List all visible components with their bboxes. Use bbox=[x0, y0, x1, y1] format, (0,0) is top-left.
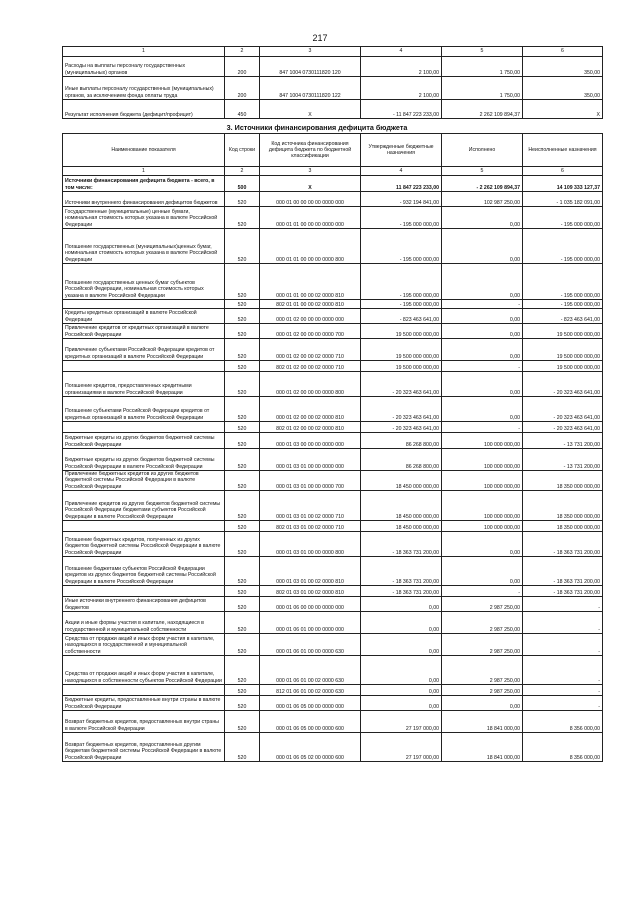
row-code-cell: 520 bbox=[225, 633, 260, 655]
row-code-cell: 520 bbox=[225, 207, 260, 229]
indicator-name-cell: Бюджетные кредиты из других бюджетов бюджетной системы Российской Федерации bbox=[63, 433, 225, 449]
indicator-name-cell bbox=[63, 684, 225, 695]
executed-amount-cell: 100 000 000,00 bbox=[442, 433, 523, 449]
executed-amount-cell: 2 987 250,00 bbox=[442, 684, 523, 695]
executed-amount-cell: 0,00 bbox=[442, 207, 523, 229]
classification-code-cell: 000 01 02 00 00 02 0000 810 bbox=[260, 397, 361, 422]
row-code-cell: 2 bbox=[225, 47, 260, 57]
executed-amount-cell: 1 750,00 bbox=[442, 77, 523, 100]
approved-amount-cell: 27 197 000,00 bbox=[361, 710, 442, 732]
page-number: 217 bbox=[312, 33, 328, 43]
approved-amount-cell: 27 197 000,00 bbox=[361, 732, 442, 761]
table-row bbox=[63, 695, 603, 710]
classification-code-cell: 000 01 06 01 00 00 0000 630 bbox=[260, 633, 361, 655]
executed-amount-cell: 0,00 bbox=[442, 229, 523, 264]
executed-amount-cell: 0,00 bbox=[442, 372, 523, 397]
executed-amount-cell: 0,00 bbox=[442, 695, 523, 710]
row-code-cell: 520 bbox=[225, 531, 260, 556]
indicator-name-cell: Привлечение кредитов от кредитных организаций в валюте Российской Федерации bbox=[63, 324, 225, 339]
approved-amount-cell: - 195 000 000,00 bbox=[361, 229, 442, 264]
unexecuted-amount-cell: - bbox=[523, 695, 603, 710]
executed-amount-cell: 100 000 000,00 bbox=[442, 520, 523, 531]
classification-code-cell: 000 01 00 00 00 00 0000 000 bbox=[260, 192, 361, 207]
indicator-name-cell: Источники внутреннего финансирования дефицитов бюджетов bbox=[63, 192, 225, 207]
row-code-cell: 520 bbox=[225, 596, 260, 611]
unexecuted-amount-cell: - 195 000 000,00 bbox=[523, 229, 603, 264]
unexecuted-amount-cell: - bbox=[523, 655, 603, 684]
indicator-name-cell: Возврат бюджетных кредитов, предоставленных внутри страны в валюте Российской Федерации bbox=[63, 710, 225, 732]
classification-code-cell: 000 01 01 00 00 00 0000 800 bbox=[260, 229, 361, 264]
row-code-cell: 450 bbox=[225, 100, 260, 119]
indicator-name-cell: Государственные (муниципальные) ценные бумаги, номинальная стоимость которых указана в валюте Российской Федерации bbox=[63, 207, 225, 229]
unexecuted-amount-cell: - bbox=[523, 596, 603, 611]
classification-code-cell: 000 01 01 00 00 02 0000 810 bbox=[260, 264, 361, 300]
unexecuted-amount-cell: - bbox=[523, 633, 603, 655]
column-number-row bbox=[63, 167, 603, 176]
table-row bbox=[63, 176, 603, 192]
indicator-name-cell: 1 bbox=[63, 47, 225, 57]
classification-code-cell: 802 01 02 00 00 02 0000 810 bbox=[260, 422, 361, 433]
unexecuted-amount-cell: - bbox=[523, 611, 603, 633]
table-row bbox=[63, 339, 603, 361]
classification-code-cell: 000 01 02 00 00 00 0000 800 bbox=[260, 372, 361, 397]
classification-code-cell: 847 1004 0730111820 120 bbox=[260, 57, 361, 77]
classification-code-cell: 000 01 06 01 00 00 0000 000 bbox=[260, 611, 361, 633]
row-code-cell: 200 bbox=[225, 57, 260, 77]
indicator-name-cell: Привлечение бюджетных кредитов из других бюджетов бюджетной системы Российской Федерации в валюте Российской Федерации bbox=[63, 471, 225, 491]
executed-amount-cell: Исполнено bbox=[442, 134, 523, 167]
indicator-name-cell: Иные источники внутреннего финансирования дефицитов бюджетов bbox=[63, 596, 225, 611]
classification-code-cell: Х bbox=[260, 176, 361, 192]
row-code-cell: 520 bbox=[225, 372, 260, 397]
classification-code-cell: 3 bbox=[260, 47, 361, 57]
indicator-name-cell bbox=[63, 300, 225, 309]
executed-amount-cell: 2 987 250,00 bbox=[442, 596, 523, 611]
classification-code-cell: 000 01 02 00 00 00 0000 000 bbox=[260, 309, 361, 324]
executed-amount-cell: - bbox=[442, 422, 523, 433]
financing-sources-table bbox=[62, 133, 603, 762]
indicator-name-cell bbox=[63, 520, 225, 531]
indicator-name-cell: Средства от продажи акций и иных форм участия в капитале, находящихся в государственной и муниципальной собственности bbox=[63, 633, 225, 655]
row-code-cell: 520 bbox=[225, 490, 260, 520]
executed-amount-cell: - bbox=[442, 361, 523, 372]
approved-amount-cell: 19 500 000 000,00 bbox=[361, 324, 442, 339]
executed-amount-cell: 2 262 109 894,37 bbox=[442, 100, 523, 119]
indicator-name-cell: Погашение государственных (муниципальных)ценных бумаг, номинальная стоимость которых указана в валюте Российской Федерации bbox=[63, 229, 225, 264]
unexecuted-amount-cell: - 1 035 182 091,00 bbox=[523, 192, 603, 207]
approved-amount-cell: 18 450 000 000,00 bbox=[361, 520, 442, 531]
table-row bbox=[63, 531, 603, 556]
unexecuted-amount-cell: - 823 463 641,00 bbox=[523, 309, 603, 324]
table-row bbox=[63, 100, 603, 119]
table-row bbox=[63, 397, 603, 422]
classification-code-cell: 000 01 03 01 00 02 0000 710 bbox=[260, 490, 361, 520]
approved-amount-cell: 2 100,00 bbox=[361, 57, 442, 77]
executed-amount-cell: - 2 262 109 894,37 bbox=[442, 176, 523, 192]
section-title: 3. Источники финансирования дефицита бюджета bbox=[226, 123, 408, 132]
indicator-name-cell: Погашение бюджетных кредитов, полученных из других бюджетов бюджетной системы Российской Федерации в валюте Российской Федерации bbox=[63, 531, 225, 556]
table-row bbox=[63, 655, 603, 684]
classification-code-cell: 802 01 01 00 00 02 0000 810 bbox=[260, 300, 361, 309]
unexecuted-amount-cell: - 20 323 463 641,00 bbox=[523, 422, 603, 433]
table-row bbox=[63, 207, 603, 229]
approved-amount-cell: - 20 323 463 641,00 bbox=[361, 397, 442, 422]
indicator-name-cell: Источники финансирования дефицита бюджета - всего, в том числе: bbox=[63, 176, 225, 192]
table-row bbox=[63, 471, 603, 491]
indicator-name-cell bbox=[63, 361, 225, 372]
indicator-name-cell: Бюджетные кредиты из других бюджетов бюджетной системы Российской Федерации в валюте Российской Федерации bbox=[63, 449, 225, 471]
table-row bbox=[63, 229, 603, 264]
approved-amount-cell: - 20 323 463 641,00 bbox=[361, 422, 442, 433]
table-row bbox=[63, 449, 603, 471]
row-code-cell: 520 bbox=[225, 361, 260, 372]
approved-amount-cell: 2 100,00 bbox=[361, 77, 442, 100]
row-code-cell: 520 bbox=[225, 655, 260, 684]
indicator-name-cell: Акции и иные формы участия в капитале, находящиеся в государственной и муниципальной собственности bbox=[63, 611, 225, 633]
approved-amount-cell: 18 450 000 000,00 bbox=[361, 490, 442, 520]
table-row bbox=[63, 372, 603, 397]
unexecuted-amount-cell: 19 500 000 000,00 bbox=[523, 324, 603, 339]
row-code-cell: 520 bbox=[225, 192, 260, 207]
executed-amount-cell: 5 bbox=[442, 167, 523, 176]
classification-code-cell: 802 01 03 01 00 02 0000 710 bbox=[260, 520, 361, 531]
indicator-name-cell: Погашение государственных ценных бумаг субъектов Российской Федерации, номинальная стоимость которых указана в валюте Российской Федерации bbox=[63, 264, 225, 300]
classification-code-cell: 000 01 03 01 00 00 0000 000 bbox=[260, 449, 361, 471]
approved-amount-cell: 18 450 000 000,00 bbox=[361, 471, 442, 491]
approved-amount-cell: Утвержденные бюджетные назначения bbox=[361, 134, 442, 167]
approved-amount-cell: - 18 363 731 200,00 bbox=[361, 556, 442, 585]
unexecuted-amount-cell: 18 350 000 000,00 bbox=[523, 471, 603, 491]
unexecuted-amount-cell: - 13 731 200,00 bbox=[523, 449, 603, 471]
approved-amount-cell: 4 bbox=[361, 167, 442, 176]
row-code-cell: 520 bbox=[225, 684, 260, 695]
table-row bbox=[63, 77, 603, 100]
classification-code-cell: 812 01 06 01 00 02 0000 630 bbox=[260, 684, 361, 695]
approved-amount-cell: 11 847 223 233,00 bbox=[361, 176, 442, 192]
row-code-cell: 520 bbox=[225, 300, 260, 309]
table-row bbox=[63, 684, 603, 695]
unexecuted-amount-cell: 8 356 000,00 bbox=[523, 732, 603, 761]
indicator-name-cell: Кредиты кредитных организаций в валюте Российской Федерации bbox=[63, 309, 225, 324]
indicator-name-cell: Привлечение кредитов из других бюджетов бюджетной системы Российской Федерации бюджетами субъектов Российской Федерации в валюте Российской Федерации bbox=[63, 490, 225, 520]
classification-code-cell: 000 01 06 05 00 00 0000 600 bbox=[260, 710, 361, 732]
classification-code-cell: 000 01 01 00 00 00 0000 000 bbox=[260, 207, 361, 229]
indicator-name-cell: Возврат бюджетных кредитов, предоставленных другим бюджетам бюджетной системы Российской Федерации в валюте Российской Федерации bbox=[63, 732, 225, 761]
row-code-cell: 520 bbox=[225, 397, 260, 422]
executed-amount-cell: 18 841 000,00 bbox=[442, 710, 523, 732]
indicator-name-cell: Результат исполнения бюджета (дефицит/профицит) bbox=[63, 100, 225, 119]
unexecuted-amount-cell: Неисполненные назначения bbox=[523, 134, 603, 167]
approved-amount-cell: - 195 000 000,00 bbox=[361, 264, 442, 300]
classification-code-cell: Х bbox=[260, 100, 361, 119]
unexecuted-amount-cell: 8 356 000,00 bbox=[523, 710, 603, 732]
executed-amount-cell: 0,00 bbox=[442, 556, 523, 585]
executed-amount-cell: 100 000 000,00 bbox=[442, 490, 523, 520]
classification-code-cell: 000 01 06 05 02 00 0000 600 bbox=[260, 732, 361, 761]
classification-code-cell: 3 bbox=[260, 167, 361, 176]
table-row bbox=[63, 490, 603, 520]
expenses-table bbox=[62, 46, 603, 119]
executed-amount-cell: 100 000 000,00 bbox=[442, 449, 523, 471]
row-code-cell: 520 bbox=[225, 710, 260, 732]
approved-amount-cell: - 18 363 731 200,00 bbox=[361, 531, 442, 556]
row-code-cell: 500 bbox=[225, 176, 260, 192]
row-code-cell: 520 bbox=[225, 309, 260, 324]
table-row bbox=[63, 596, 603, 611]
unexecuted-amount-cell: 14 109 333 127,37 bbox=[523, 176, 603, 192]
classification-code-cell: 802 01 02 00 00 02 0000 710 bbox=[260, 361, 361, 372]
row-code-cell: 520 bbox=[225, 449, 260, 471]
classification-code-cell: 802 01 03 01 00 02 0000 810 bbox=[260, 585, 361, 596]
row-code-cell: 520 bbox=[225, 422, 260, 433]
executed-amount-cell: 0,00 bbox=[442, 309, 523, 324]
classification-code-cell: 000 01 03 01 00 02 0000 810 bbox=[260, 556, 361, 585]
executed-amount-cell: 0,00 bbox=[442, 339, 523, 361]
unexecuted-amount-cell: - 18 363 731 200,00 bbox=[523, 556, 603, 585]
unexecuted-amount-cell: 19 500 000 000,00 bbox=[523, 361, 603, 372]
executed-amount-cell: 102 987 250,00 bbox=[442, 192, 523, 207]
approved-amount-cell: 19 500 000 000,00 bbox=[361, 339, 442, 361]
indicator-name-cell: Иные выплаты персоналу государственных (муниципальных) органов, за исключением фонда оплаты труда bbox=[63, 77, 225, 100]
classification-code-cell: 000 01 06 05 00 00 0000 000 bbox=[260, 695, 361, 710]
unexecuted-amount-cell: Х bbox=[523, 100, 603, 119]
classification-code-cell: 000 01 06 00 00 00 0000 000 bbox=[260, 596, 361, 611]
executed-amount-cell: 0,00 bbox=[442, 531, 523, 556]
executed-amount-cell: 2 987 250,00 bbox=[442, 633, 523, 655]
unexecuted-amount-cell: 18 350 000 000,00 bbox=[523, 520, 603, 531]
classification-code-cell: 000 01 02 00 00 00 0000 700 bbox=[260, 324, 361, 339]
table-row bbox=[63, 361, 603, 372]
row-code-cell: 520 bbox=[225, 433, 260, 449]
executed-amount-cell: 0,00 bbox=[442, 324, 523, 339]
executed-amount-cell: 0,00 bbox=[442, 397, 523, 422]
approved-amount-cell: - 195 000 000,00 bbox=[361, 300, 442, 309]
executed-amount-cell: 2 987 250,00 bbox=[442, 655, 523, 684]
row-code-cell: Код строки bbox=[225, 134, 260, 167]
indicator-name-cell: Привлечение субъектами Российской Федерации кредитов от кредитных организаций в валюте Российской Федерации bbox=[63, 339, 225, 361]
row-code-cell: 520 bbox=[225, 695, 260, 710]
indicator-name-cell bbox=[63, 585, 225, 596]
approved-amount-cell: - 18 363 731 200,00 bbox=[361, 585, 442, 596]
unexecuted-amount-cell: - 195 000 000,00 bbox=[523, 207, 603, 229]
row-code-cell: 520 bbox=[225, 264, 260, 300]
row-code-cell: 520 bbox=[225, 611, 260, 633]
unexecuted-amount-cell: 19 500 000 000,00 bbox=[523, 339, 603, 361]
indicator-name-cell: Расходы на выплаты персоналу государственных (муниципальных) органов bbox=[63, 57, 225, 77]
row-code-cell: 520 bbox=[225, 471, 260, 491]
approved-amount-cell: 86 268 800,00 bbox=[361, 433, 442, 449]
executed-amount-cell: 1 750,00 bbox=[442, 57, 523, 77]
unexecuted-amount-cell: 6 bbox=[523, 167, 603, 176]
indicator-name-cell: Погашение кредитов, предоставленных кредитными организациями в валюте Российской Федерации bbox=[63, 372, 225, 397]
unexecuted-amount-cell: 6 bbox=[523, 47, 603, 57]
table-row bbox=[63, 633, 603, 655]
indicator-name-cell: Наименование показателя bbox=[63, 134, 225, 167]
row-code-cell: 520 bbox=[225, 339, 260, 361]
row-code-cell: 520 bbox=[225, 556, 260, 585]
executed-amount-cell: - bbox=[442, 300, 523, 309]
unexecuted-amount-cell: - bbox=[523, 684, 603, 695]
table-row bbox=[63, 732, 603, 761]
row-code-cell: 520 bbox=[225, 520, 260, 531]
indicator-name-cell bbox=[63, 422, 225, 433]
executed-amount-cell: 5 bbox=[442, 47, 523, 57]
unexecuted-amount-cell: 350,00 bbox=[523, 57, 603, 77]
indicator-name-cell: Погашение субъектами Российской Федерации кредитов от кредитных организаций в валюте Российской Федерации bbox=[63, 397, 225, 422]
unexecuted-amount-cell: - 20 323 463 641,00 bbox=[523, 397, 603, 422]
table-row bbox=[63, 433, 603, 449]
approved-amount-cell: 0,00 bbox=[361, 596, 442, 611]
approved-amount-cell: - 11 847 223 233,00 bbox=[361, 100, 442, 119]
unexecuted-amount-cell: - 195 000 000,00 bbox=[523, 300, 603, 309]
table-row bbox=[63, 710, 603, 732]
indicator-name-cell: 1 bbox=[63, 167, 225, 176]
approved-amount-cell: 4 bbox=[361, 47, 442, 57]
approved-amount-cell: 19 500 000 000,00 bbox=[361, 361, 442, 372]
table-row bbox=[63, 585, 603, 596]
column-number-row bbox=[63, 47, 603, 57]
executed-amount-cell: 2 987 250,00 bbox=[442, 611, 523, 633]
unexecuted-amount-cell: 350,00 bbox=[523, 77, 603, 100]
table-row bbox=[63, 422, 603, 433]
row-code-cell: 520 bbox=[225, 585, 260, 596]
unexecuted-amount-cell: 18 350 000 000,00 bbox=[523, 490, 603, 520]
approved-amount-cell: - 823 463 641,00 bbox=[361, 309, 442, 324]
row-code-cell: 520 bbox=[225, 324, 260, 339]
row-code-cell: 200 bbox=[225, 77, 260, 100]
approved-amount-cell: - 195 000 000,00 bbox=[361, 207, 442, 229]
table-row bbox=[63, 192, 603, 207]
classification-code-cell: 000 01 03 00 00 00 0000 000 bbox=[260, 433, 361, 449]
table-row bbox=[63, 324, 603, 339]
approved-amount-cell: 0,00 bbox=[361, 655, 442, 684]
unexecuted-amount-cell: - 13 731 200,00 bbox=[523, 433, 603, 449]
indicator-name-cell: Погашение бюджетами субъектов Российской Федерации кредитов из других бюджетов бюджетной системы Российской Федерации в валюте Российской Федерации bbox=[63, 556, 225, 585]
approved-amount-cell: 0,00 bbox=[361, 695, 442, 710]
approved-amount-cell: 0,00 bbox=[361, 611, 442, 633]
classification-code-cell: 000 01 03 01 00 00 0000 800 bbox=[260, 531, 361, 556]
classification-code-cell: 000 01 03 01 00 00 0000 700 bbox=[260, 471, 361, 491]
unexecuted-amount-cell: - 195 000 000,00 bbox=[523, 264, 603, 300]
row-code-cell: 520 bbox=[225, 229, 260, 264]
classification-code-cell: 000 01 02 00 00 02 0000 710 bbox=[260, 339, 361, 361]
executed-amount-cell: - bbox=[442, 585, 523, 596]
unexecuted-amount-cell: - 18 363 731 200,00 bbox=[523, 585, 603, 596]
classification-code-cell: Код источника финансирования дефицита бюджета по бюджетной классификации bbox=[260, 134, 361, 167]
table-row bbox=[63, 57, 603, 77]
row-code-cell: 520 bbox=[225, 732, 260, 761]
executed-amount-cell: 18 841 000,00 bbox=[442, 732, 523, 761]
header-row bbox=[63, 134, 603, 167]
executed-amount-cell: 100 000 000,00 bbox=[442, 471, 523, 491]
executed-amount-cell: 0,00 bbox=[442, 264, 523, 300]
approved-amount-cell: - 20 323 463 641,00 bbox=[361, 372, 442, 397]
classification-code-cell: 847 1004 0730111820 122 bbox=[260, 77, 361, 100]
row-code-cell: 2 bbox=[225, 167, 260, 176]
indicator-name-cell: Бюджетные кредиты, предоставленные внутри страны в валюте Российской Федерации bbox=[63, 695, 225, 710]
table-row bbox=[63, 309, 603, 324]
table-row bbox=[63, 520, 603, 531]
approved-amount-cell: 0,00 bbox=[361, 633, 442, 655]
unexecuted-amount-cell: - 18 363 731 200,00 bbox=[523, 531, 603, 556]
classification-code-cell: 000 01 06 01 00 02 0000 630 bbox=[260, 655, 361, 684]
unexecuted-amount-cell: - 20 323 463 641,00 bbox=[523, 372, 603, 397]
table-row bbox=[63, 264, 603, 300]
approved-amount-cell: - 932 194 841,00 bbox=[361, 192, 442, 207]
approved-amount-cell: 0,00 bbox=[361, 684, 442, 695]
approved-amount-cell: 86 268 800,00 bbox=[361, 449, 442, 471]
table-row bbox=[63, 300, 603, 309]
indicator-name-cell: Средства от продажи акций и иных форм участия в капитале, находящихся в собственности субъектов Российской Федерации bbox=[63, 655, 225, 684]
table-row bbox=[63, 556, 603, 585]
table-row bbox=[63, 611, 603, 633]
